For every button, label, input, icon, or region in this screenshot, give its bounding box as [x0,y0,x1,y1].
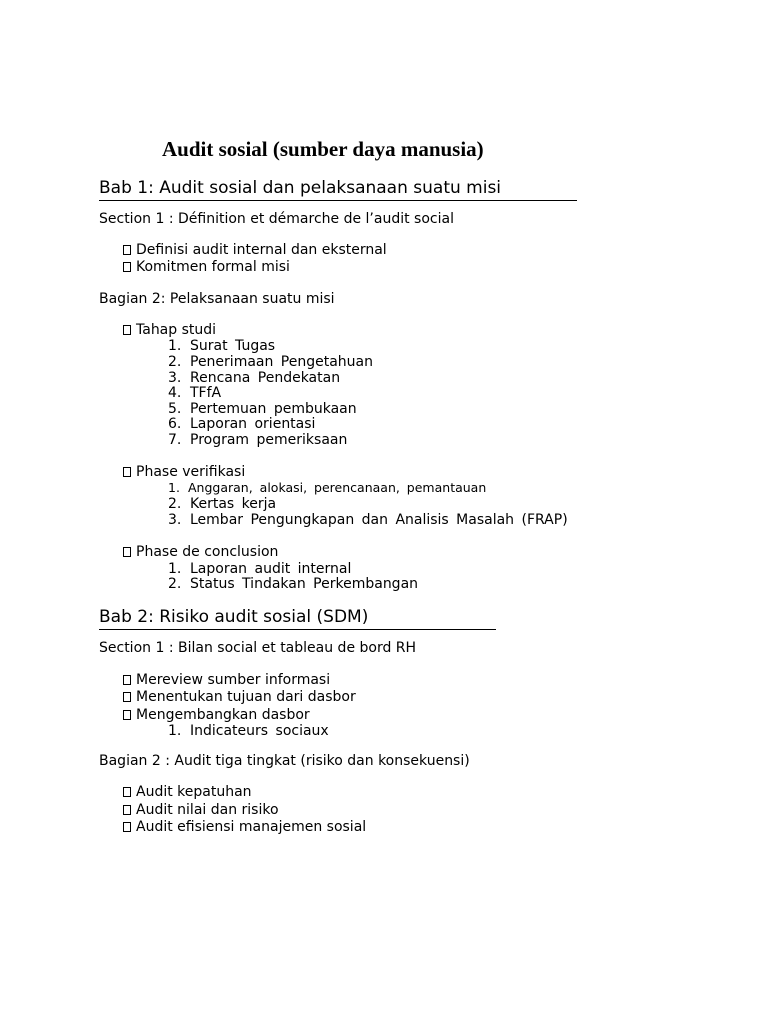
list-item: 5. Pertemuan pembukaan [168,401,357,417]
bullet-item: Menentukan tujuan dari dasbor [123,689,356,705]
chapter-1-underline [99,200,577,201]
bullet-box-icon [123,262,131,272]
phase-conclusion: Phase de conclusion [123,544,278,560]
bullet-box-icon [123,710,131,720]
chapter-2-underline [99,629,496,630]
list-item: 1. Indicateurs sociaux [168,723,329,739]
bullet-item: Mereview sumber informasi [123,672,330,688]
chapter-1-heading-text: Bab 1: Audit sosial dan pelaksanaan suatu misi [99,178,502,198]
list-item: 6. Laporan orientasi [168,416,316,432]
bullet-item: Mengembangkan dasbor [123,707,310,723]
bullet-item: Audit efisiensi manajemen sosial [123,819,366,835]
ch2-section-1: Section 1 : Bilan social et tableau de bord RH [99,640,417,656]
list-item: 1. Laporan audit internal [168,561,352,577]
bullet-box-icon [123,675,131,685]
document-title: Audit sosial (sumber daya manusia) [162,137,484,161]
list-item: 1. Anggaran, alokasi, perencanaan, pemantauan [168,480,487,495]
bullet-box-icon [123,787,131,797]
bullet-item: Audit nilai dan risiko [123,802,279,818]
ch1-section-2: Bagian 2: Pelaksanaan suatu misi [99,291,335,307]
ch1-section-1: Section 1 : Définition et démarche de l’audit social [99,211,454,227]
bullet-item: Definisi audit internal dan eksternal [123,242,387,258]
bullet-box-icon [123,245,131,255]
bullet-box-icon [123,467,131,477]
list-item: 3. Lembar Pengungkapan dan Analisis Masalah (FRAP) [168,512,568,528]
bullet-box-icon [123,547,131,557]
chapter-2-heading [99,607,368,627]
list-item: 7. Program pemeriksaan [168,432,348,448]
list-item: 1. Surat Tugas [168,338,276,354]
list-item: 2. Kertas kerja [168,496,277,512]
bullet-item: Komitmen formal misi [123,259,290,275]
list-item: 2. Penerimaan Pengetahuan [168,354,374,370]
phase-verification: Phase verifikasi [123,464,245,480]
list-item: 3. Rencana Pendekatan [168,370,341,386]
list-item: 4. TFfA [168,385,222,401]
bullet-item: Audit kepatuhan [123,784,252,800]
list-item: 2. Status Tindakan Perkembangan [168,576,419,592]
chapter-1-heading [99,178,501,198]
bullet-box-icon [123,692,131,702]
bullet-box-icon [123,325,131,335]
bullet-box-icon [123,805,131,815]
bullet-box-icon [123,822,131,832]
ch2-section-2: Bagian 2 : Audit tiga tingkat (risiko dan konsekuensi) [99,753,470,769]
chapter-2-heading-text: Bab 2: Risiko audit sosial (SDM) [99,607,369,627]
phase-study: Tahap studi [123,322,216,338]
